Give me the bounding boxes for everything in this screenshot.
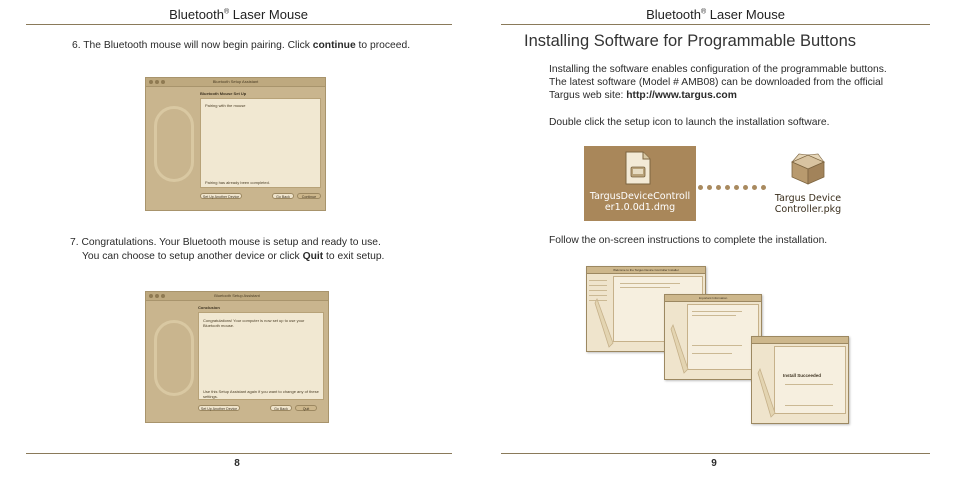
content-text: Pairing with the mouse bbox=[205, 103, 246, 108]
mouse-watermark-icon bbox=[154, 106, 194, 182]
follow-instructions-text: Follow the on-screen instructions to complete the installation. bbox=[549, 235, 828, 246]
pen-watermark-icon bbox=[669, 323, 691, 375]
dmg-file-tile[interactable] bbox=[584, 146, 696, 221]
header-rule bbox=[501, 24, 930, 25]
running-head: Bluetooth® Laser Mouse bbox=[169, 7, 308, 22]
continue-button[interactable]: Continue bbox=[297, 193, 321, 199]
installer-content bbox=[687, 304, 759, 370]
quit-button[interactable]: Quit bbox=[295, 405, 317, 411]
setup-another-device-button[interactable]: Set Up Another Device bbox=[198, 405, 240, 411]
pane-heading: Bluetooth Mouse Set Up bbox=[200, 91, 247, 96]
window-title: Bluetooth Setup Assistant bbox=[214, 293, 260, 298]
intro-paragraph: Installing the software enables configuration of the programmable buttons. The latest software (Model # AMB08) can be downloaded from the official Targus web site: http://www.targus.com bbox=[549, 64, 887, 101]
content-box bbox=[200, 98, 321, 188]
footer-text: settings. bbox=[203, 394, 218, 399]
dmg-file-icon bbox=[624, 151, 652, 185]
step-7-text: 7. Congratulations. Your Bluetooth mouse is setup and ready to use. You can choose to setup another device or click Quit to exit setup. bbox=[70, 237, 385, 262]
installer-success-screenshot bbox=[751, 336, 849, 424]
footer-text: Use this Setup Assistant again if you want to change any of these bbox=[203, 389, 319, 394]
right-page bbox=[477, 0, 954, 477]
pane-heading: Conclusion bbox=[198, 305, 220, 310]
installer-info-screenshot bbox=[664, 294, 762, 380]
dmg-file-label: TargusDeviceControll er1.0.0d1.dmg bbox=[589, 191, 691, 213]
installer-content bbox=[774, 346, 846, 414]
mouse-watermark-icon bbox=[154, 320, 194, 396]
section-title: Installing Software for Programmable Buttons bbox=[524, 32, 856, 50]
step-6-text: 6. The Bluetooth mouse will now begin pairing. Click continue to proceed. bbox=[72, 40, 411, 51]
content-box bbox=[198, 312, 324, 400]
pairing-screenshot bbox=[145, 77, 326, 211]
header-rule bbox=[26, 24, 452, 25]
double-click-instruction: Double click the setup icon to launch the installation software. bbox=[549, 117, 830, 128]
running-head: Bluetooth® Laser Mouse bbox=[646, 7, 785, 22]
window-titlebar bbox=[146, 78, 325, 87]
pen-watermark-icon bbox=[593, 297, 617, 349]
installer-title bbox=[752, 337, 848, 344]
go-back-button[interactable]: Go Back bbox=[270, 405, 292, 411]
window-title: Bluetooth Setup Assistant bbox=[212, 79, 259, 84]
pkg-file-label: Targus Device Controller.pkg bbox=[774, 193, 842, 215]
page-number: 9 bbox=[711, 458, 717, 469]
window-titlebar bbox=[146, 292, 328, 301]
setup-another-device-button[interactable]: Set Up Another Device bbox=[200, 193, 242, 199]
installer-title: Important Information bbox=[665, 295, 761, 302]
install-succeeded-text: Install Succeeded bbox=[783, 373, 822, 378]
page-number: 8 bbox=[234, 458, 240, 469]
pen-watermark-icon bbox=[756, 367, 778, 419]
go-back-button[interactable]: Go Back bbox=[272, 193, 294, 199]
footer-rule bbox=[26, 453, 452, 454]
status-text: Pairing has already been completed. bbox=[205, 180, 270, 185]
content-text: Bluetooth mouse. bbox=[203, 323, 235, 328]
package-box-icon[interactable] bbox=[790, 151, 826, 185]
installer-title: Welcome to the Targus Device Controller Installer bbox=[587, 267, 705, 274]
connector-dots bbox=[698, 185, 766, 190]
footer-rule bbox=[501, 453, 930, 454]
content-text: Congratulations! Your computer is now set up to use your bbox=[203, 318, 305, 323]
targus-url-link[interactable]: http://www.targus.com bbox=[626, 90, 737, 101]
conclusion-screenshot bbox=[145, 291, 329, 423]
